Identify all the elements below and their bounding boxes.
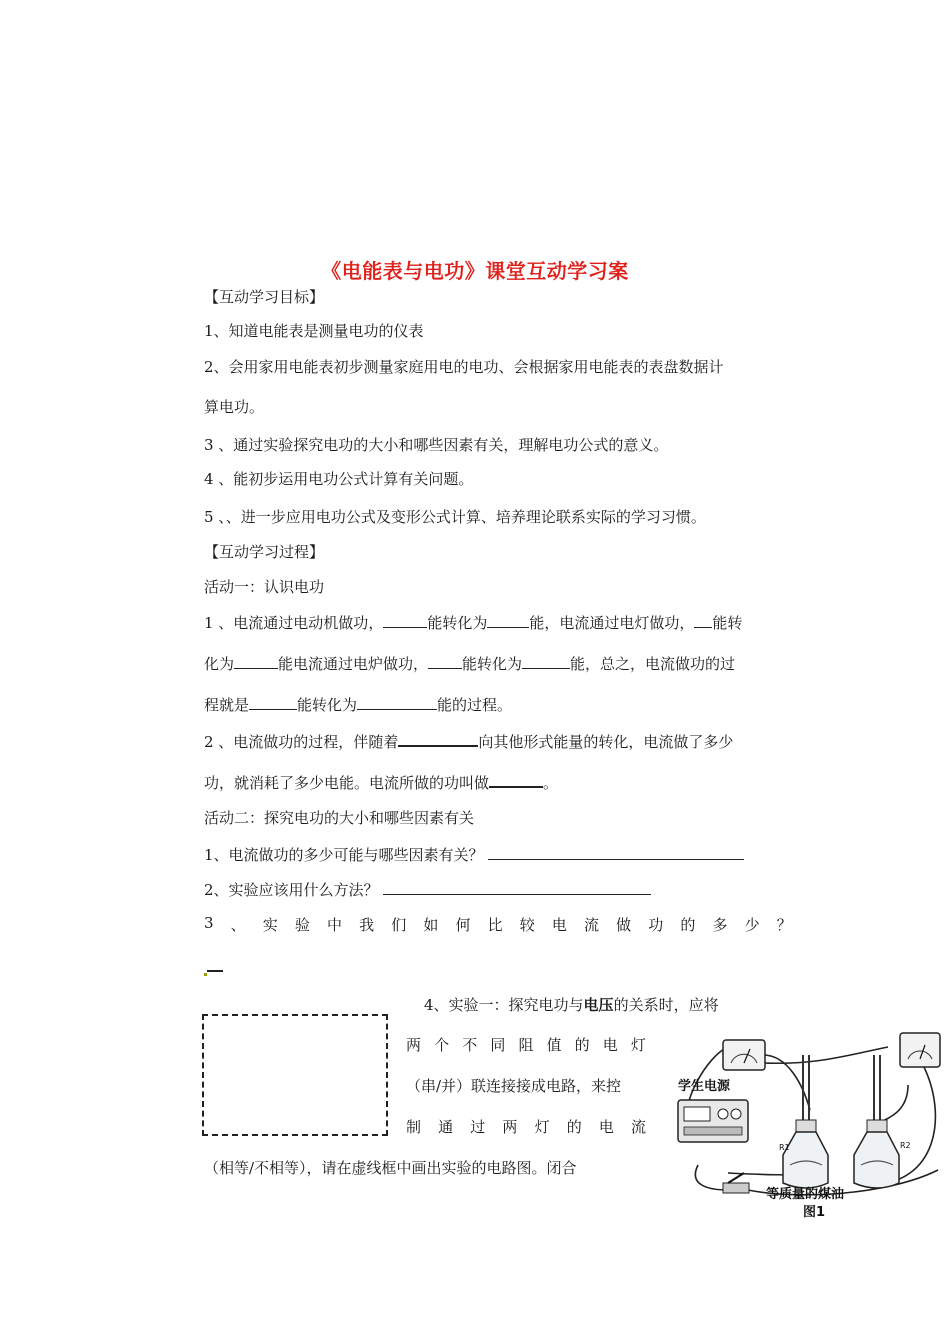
text: 。 xyxy=(543,774,559,792)
char: 何 xyxy=(455,916,471,934)
char: 我 xyxy=(359,916,375,934)
char: 电 xyxy=(602,1036,618,1054)
goal-5: 5 、、进一步应用电功公式及变形公式计算、培养理论联系实际的学习习惯。 xyxy=(204,508,706,526)
experiment-1-line-4 xyxy=(406,1116,646,1137)
answer-blank[interactable] xyxy=(522,654,570,669)
char: 功 xyxy=(648,916,664,934)
char: 流 xyxy=(630,1118,646,1136)
answer-blank[interactable] xyxy=(383,613,427,628)
char: 的 xyxy=(574,1036,590,1054)
text: 2、实验应该用什么方法？ xyxy=(204,881,379,899)
char: 电 xyxy=(598,1118,614,1136)
circuit-drawing-box[interactable] xyxy=(202,1014,388,1136)
char: 过 xyxy=(470,1118,486,1136)
flask-2-icon xyxy=(854,1055,899,1188)
answer-blank[interactable] xyxy=(694,613,712,628)
char: 做 xyxy=(616,916,632,934)
char: 个 xyxy=(434,1036,450,1054)
char: 的 xyxy=(680,916,696,934)
text: 能，总之，电流做功的过 xyxy=(570,655,736,673)
question-1-line-3 xyxy=(204,694,512,715)
text: 能电流通过电炉做功， xyxy=(278,655,429,673)
r2-label: R2 xyxy=(900,1141,911,1150)
char: 不 xyxy=(462,1036,478,1054)
figure-caption: 图1 xyxy=(803,1205,826,1220)
text: 的关系时，应将 xyxy=(613,996,719,1014)
flask-1-icon xyxy=(783,1055,828,1188)
char: 通 xyxy=(438,1118,454,1136)
power-supply-label: 学生电源 xyxy=(678,1079,731,1094)
char: 较 xyxy=(519,916,535,934)
answer-blank[interactable] xyxy=(488,845,744,860)
meter-2-icon xyxy=(900,1033,940,1067)
char: 3 xyxy=(204,914,214,932)
text: 1、电流做功的多少可能与哪些因素有关？ xyxy=(204,846,484,864)
question-2-line-1 xyxy=(204,731,733,752)
answer-blank[interactable] xyxy=(398,731,478,747)
answer-blank[interactable] xyxy=(249,695,297,710)
question-1-line-2 xyxy=(204,653,735,674)
char: 多 xyxy=(712,916,728,934)
answer-blank[interactable] xyxy=(357,695,437,710)
process-heading: 【互动学习过程】 xyxy=(204,543,325,561)
question-2-line-2 xyxy=(204,772,558,793)
char: 、 xyxy=(230,916,246,934)
power-supply-icon xyxy=(678,1100,748,1142)
char: 电 xyxy=(551,916,567,934)
char: ？ xyxy=(776,916,792,934)
text: 程就是 xyxy=(204,696,250,714)
text: 1 、电流通过电动机做功， xyxy=(204,614,384,632)
char: 中 xyxy=(327,916,343,934)
char: 少 xyxy=(744,916,760,934)
char: 验 xyxy=(294,916,310,934)
experiment-1-line-1 xyxy=(424,994,719,1015)
experiment-1-line-2 xyxy=(406,1034,646,1055)
activity-2-question-3-answer[interactable] xyxy=(204,956,223,976)
text: 向其他形式能量的转化，电流做了多少 xyxy=(478,733,734,751)
text: 能转 xyxy=(712,614,743,632)
goal-1: 1、知道电能表是测量电功的仪表 xyxy=(204,322,424,340)
char: 们 xyxy=(391,916,407,934)
meter-1-icon xyxy=(723,1040,765,1070)
activity-2-heading: 活动二：探究电功的大小和哪些因素有关 xyxy=(204,809,475,827)
char: 的 xyxy=(566,1118,582,1136)
answer-blank[interactable] xyxy=(207,956,223,972)
mark xyxy=(204,973,207,976)
char: 制 xyxy=(406,1118,422,1136)
answer-blank[interactable] xyxy=(487,613,529,628)
answer-blank[interactable] xyxy=(428,654,462,669)
char: 灯 xyxy=(534,1118,550,1136)
text: 能，电流通过电灯做功， xyxy=(529,614,695,632)
activity-2-question-2 xyxy=(204,879,651,900)
text: 能转化为 xyxy=(297,696,358,714)
char: 如 xyxy=(423,916,439,934)
text: 2 、电流做功的过程，伴随着 xyxy=(204,733,399,751)
activity-2-question-1 xyxy=(204,844,744,865)
page-title: 《电能表与电功》课堂互动学习案 xyxy=(321,259,629,283)
char: 两 xyxy=(502,1118,518,1136)
oil-label: 等质量的煤油 xyxy=(766,1187,845,1202)
char: 阻 xyxy=(518,1036,534,1054)
question-1-line-1 xyxy=(204,612,742,633)
goal-4: 4 、能初步运用电功公式计算有关问题。 xyxy=(204,470,474,488)
figure-1-apparatus xyxy=(668,1025,948,1225)
char: 实 xyxy=(262,916,278,934)
text: 能的过程。 xyxy=(437,696,513,714)
char: 值 xyxy=(546,1036,562,1054)
text: 功，就消耗了多少电能。电流所做的功叫做 xyxy=(204,774,490,792)
activity-1-heading: 活动一：认识电功 xyxy=(204,578,325,596)
switch-icon xyxy=(723,1173,749,1193)
experiment-1-line-5: （相等/不相等），请在虚线框中画出实验的电路图。闭合 xyxy=(204,1159,577,1177)
char: 灯 xyxy=(630,1036,646,1054)
answer-blank[interactable] xyxy=(383,880,651,895)
text: 4、实验一：探究电功与 xyxy=(424,996,584,1014)
text: 化为 xyxy=(204,655,235,673)
text: 能转化为 xyxy=(427,614,488,632)
goal-2-cont: 算电功。 xyxy=(204,398,265,416)
char: 比 xyxy=(487,916,503,934)
goal-3: 3 、通过实验探究电功的大小和哪些因素有关，理解电功公式的意义。 xyxy=(204,436,669,454)
experiment-1-line-3: （串/并）联连接接成电路，来控 xyxy=(406,1077,622,1095)
char: 流 xyxy=(584,916,600,934)
goals-heading: 【互动学习目标】 xyxy=(204,288,325,306)
goal-2: 2、会用家用电能表初步测量家庭用电的电功、会根据家用电能表的表盘数据计 xyxy=(204,358,724,376)
activity-2-question-3 xyxy=(204,914,792,935)
char: 同 xyxy=(490,1036,506,1054)
r1-label: R1 xyxy=(779,1143,790,1152)
char: 两 xyxy=(406,1036,422,1054)
answer-blank[interactable] xyxy=(489,772,543,788)
text: 能转化为 xyxy=(462,655,523,673)
emphasis: 电压 xyxy=(583,996,614,1014)
answer-blank[interactable] xyxy=(234,654,278,669)
